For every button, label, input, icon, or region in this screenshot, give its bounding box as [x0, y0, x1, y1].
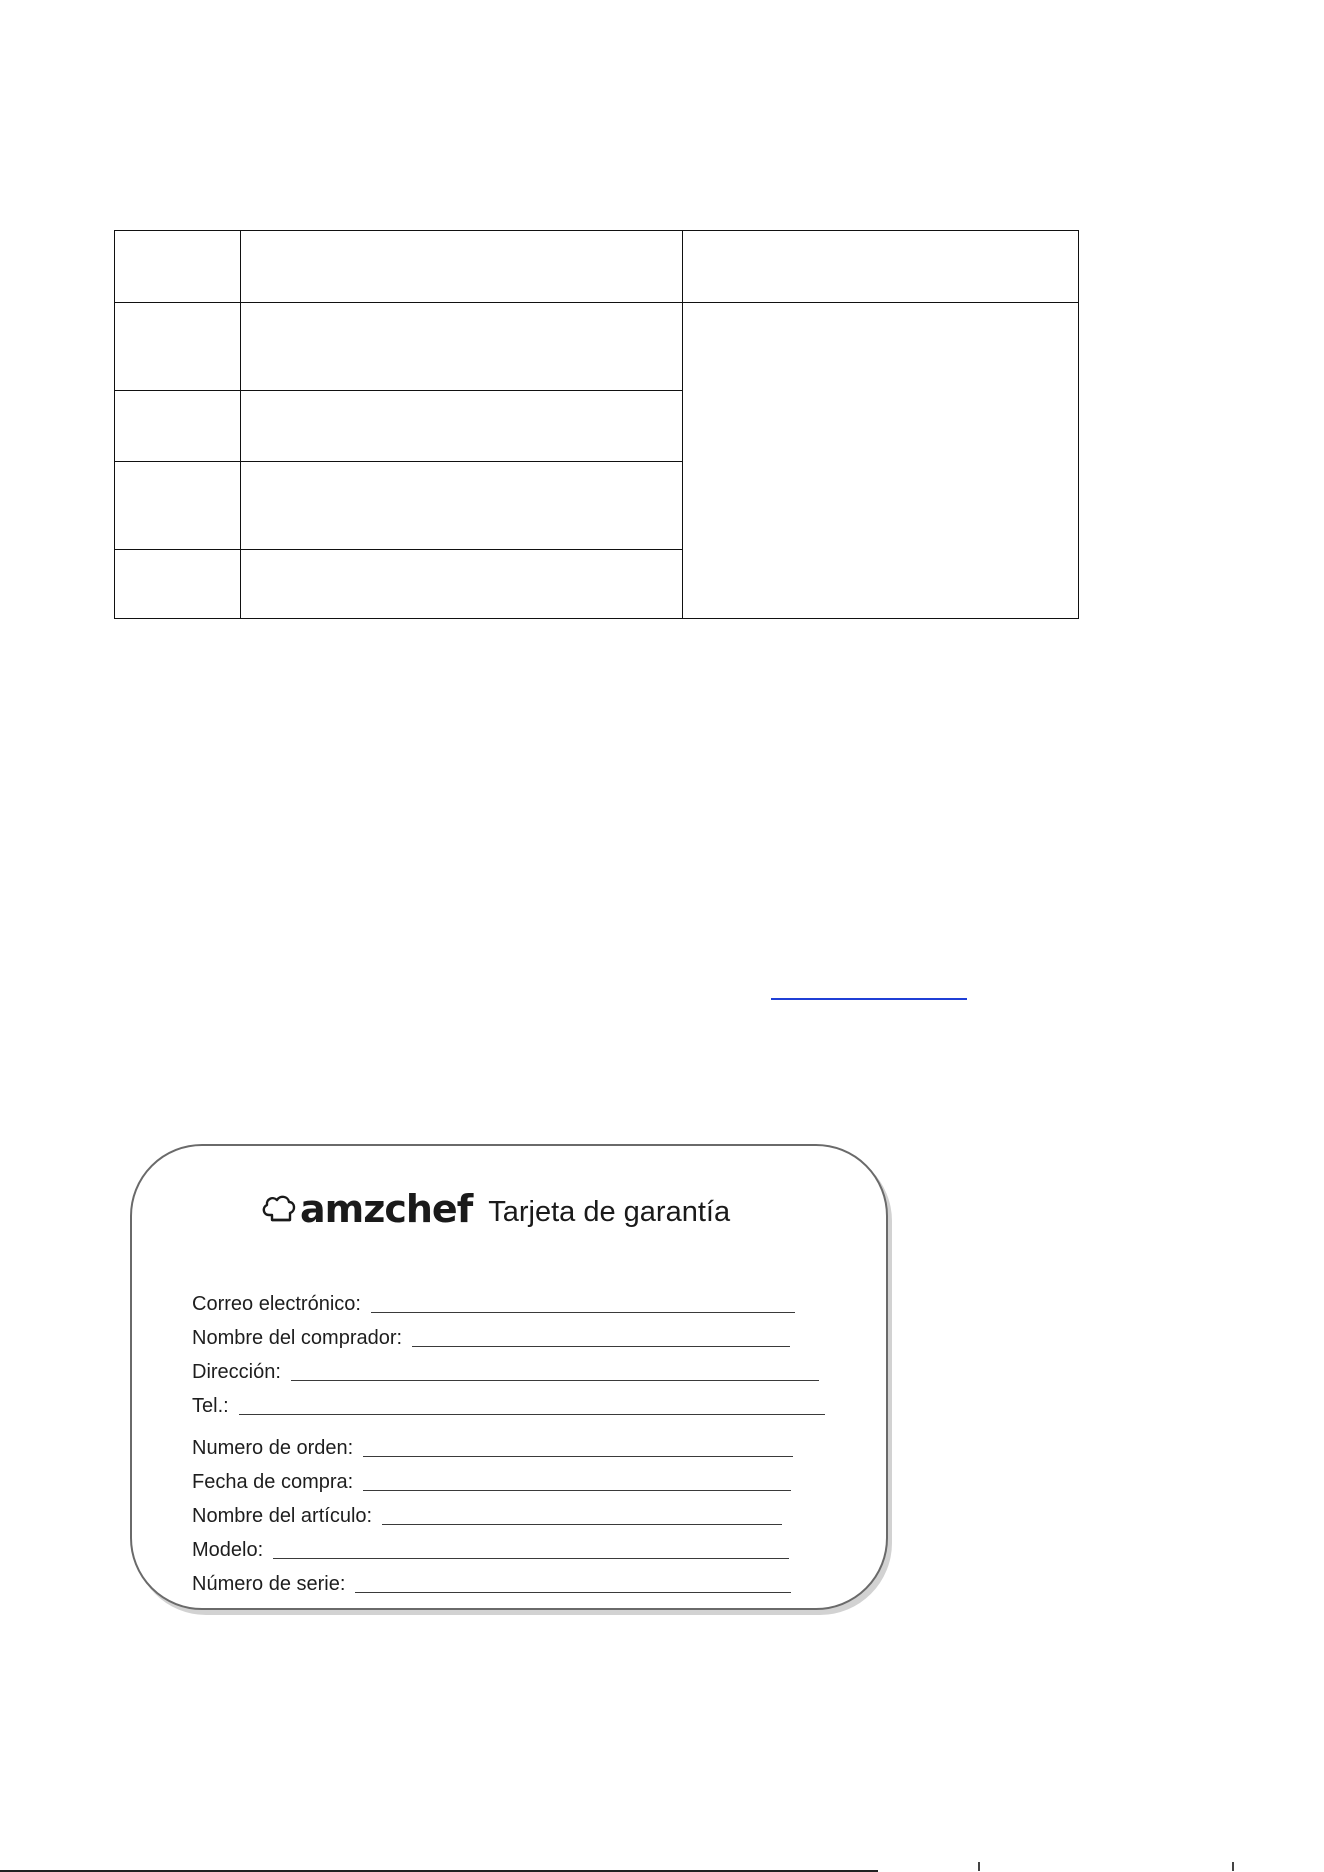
field-line — [239, 1414, 825, 1415]
field-label: Fecha de compra: — [192, 1471, 354, 1493]
field-line — [273, 1558, 789, 1559]
field-line — [363, 1456, 793, 1457]
table-cell — [115, 231, 241, 303]
field-email — [192, 1286, 795, 1314]
website-link[interactable] — [771, 972, 967, 1000]
table-cell — [115, 303, 241, 391]
field-label: Tel.: — [192, 1395, 229, 1417]
table-cell — [241, 303, 683, 391]
field-label: Dirección: — [192, 1361, 281, 1383]
field-line — [363, 1490, 791, 1491]
field-order-number — [192, 1430, 793, 1458]
table-cell — [241, 391, 683, 462]
table-cell — [241, 462, 683, 550]
table-row — [115, 303, 1079, 391]
field-line — [355, 1592, 791, 1593]
field-line — [382, 1524, 782, 1525]
card-title: Tarjeta de garantía — [488, 1195, 731, 1228]
field-label: Modelo: — [192, 1539, 264, 1561]
field-label: Nombre del artículo: — [192, 1505, 373, 1527]
table-merged-cell — [683, 303, 1079, 619]
field-serial-number — [192, 1566, 791, 1594]
chef-hat-icon — [260, 1193, 298, 1227]
field-label: Número de serie: — [192, 1573, 346, 1595]
field-item-name — [192, 1498, 782, 1526]
card-header — [260, 1184, 730, 1234]
page-bottom-mark — [978, 1862, 980, 1871]
field-line — [291, 1380, 819, 1381]
field-label: Nombre del comprador: — [192, 1327, 403, 1349]
table-cell — [115, 550, 241, 619]
field-purchase-date — [192, 1464, 791, 1492]
table-cell — [241, 231, 683, 303]
table-cell — [115, 462, 241, 550]
table-cell — [683, 231, 1079, 303]
table-cell — [115, 391, 241, 462]
field-line — [371, 1312, 795, 1313]
field-label: Correo electrónico: — [192, 1293, 361, 1315]
warranty-card — [130, 1144, 888, 1610]
brand-logo: amzchef — [300, 1187, 473, 1231]
field-phone — [192, 1388, 825, 1416]
field-buyer-name — [192, 1320, 790, 1348]
spec-table — [114, 230, 1079, 619]
table-row — [115, 231, 1079, 303]
table-cell — [241, 550, 683, 619]
field-address — [192, 1354, 819, 1382]
field-line — [412, 1346, 790, 1347]
page-bottom-mark — [1232, 1862, 1234, 1871]
field-label: Numero de orden: — [192, 1437, 354, 1459]
field-model — [192, 1532, 789, 1560]
